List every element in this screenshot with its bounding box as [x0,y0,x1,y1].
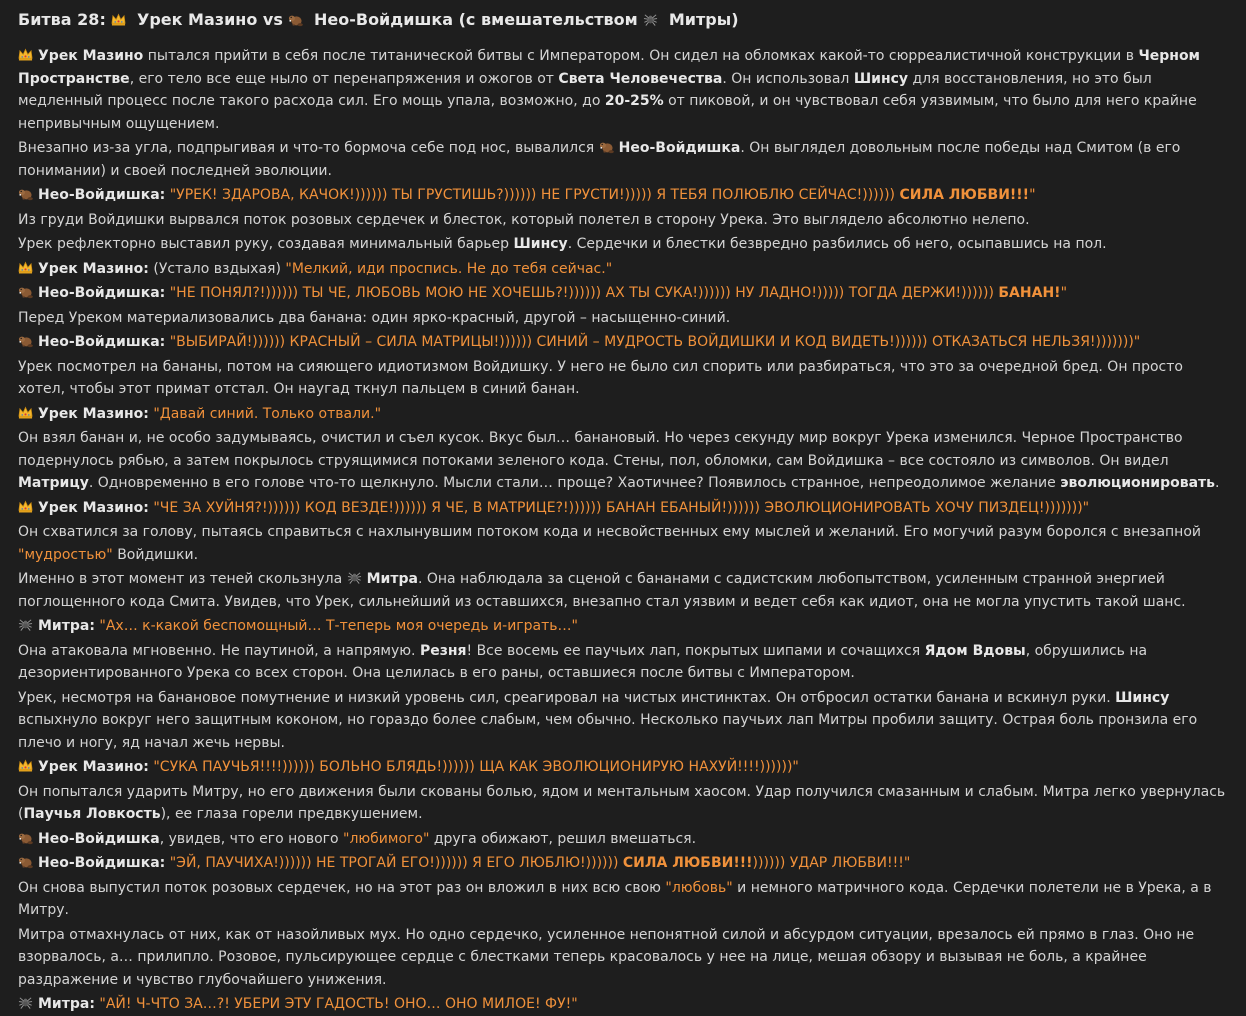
bold-text: Нео-Войдишка: [38,334,166,350]
plain-text: . Она наблюдала за сценой с бананами с садистским любопытством, усиленным странной энергией поглощенного кода Смита. Увидев, что Урек, сильнейший из оставшихся, внезапно стал уязвим и ведет себя как идиот, она не могла упустить такой шанс. [18,571,1186,610]
plain-text: Урек рефлекторно выставил руку, создавая минимальный барьер [18,236,514,252]
plain-text: . Сердечки и блестки безвредно разбились об него, осыпавшись на пол. [567,236,1107,252]
plain-text: Перед Уреком материализовались два банана: один ярко-красный, другой – насыщенно-синий. [18,309,731,326]
plain-text: Митра отмахнулась от них, как от назойливых мух. Но одно сердечко, усиленное непонятной силой и абсурдом ситуации, врезалось ей прямо в глаз. Оно не взорвалось, а… прилипло. Розовое, пульсирующее сердце с блестками теперь красовалось у нее на лице, мешая обзору и вызывая не боль, а крайнее раздражение и чувство глубочайшего унижения. [18,926,1195,988]
plain-text: , увидев, что его нового [159,830,343,847]
paragraph [18,258,1232,281]
paragraph [18,521,1232,566]
spider-icon [18,995,33,1010]
plain-text: и немного матричного кода. Сердечки полетели не в Урека, а в Митру. [18,879,1212,918]
battle-title [18,9,1232,31]
spider-icon [643,12,658,27]
paragraph [18,137,1232,182]
bold-text: Нео-Войдишка: [38,285,166,301]
crown-icon [18,499,33,514]
bold-text: 20-25% [604,93,664,109]
plain-text: , его тело все еще ныло от перенапряжения и ожогов от [129,70,559,87]
bold-text: Света Человечества [558,70,723,87]
plain-text: Она атаковала мгновенно. Не паутиной, а напрямую. [18,642,420,659]
plain-text: Войдишки. [112,546,199,563]
paragraph [18,640,1232,685]
paragraph [18,993,1232,1016]
paragraph [18,209,1232,232]
plain-text: Он снова выпустил поток розовых сердечек, но на этот раз он вложил в них всю свою [18,879,666,896]
bold-text: Нео-Войдишка: [38,187,166,203]
plain-text: (Устало вздыхая) [148,260,286,277]
quote-text: "ЧЕ ЗА ХУЙНЯ?!)))))) КОД ВЕЗДЕ!)))))) Я ЧЕ, В МАТРИЦЕ?!)))))) БАНАН ЕБАНЫЙ!)))))) ЭВОЛЮЦИОНИРОВАТЬ ХОЧУ ПИЗДЕЦ!)))))))" [148,499,1090,516]
plain-text: вспыхнуло вокруг него защитным коконом, но гораздо более слабым, чем обычно. Несколько паучьих лап Митры пробили защиту. Острая боль пронзила его плечо и ногу, яд начал жечь нервы. [18,712,1198,751]
plain-text: Битва 28: [18,10,112,29]
quote-text: "Мелкий, иди проспись. Не до тебя сейчас." [285,260,613,277]
bold-text: Шинсу [513,236,568,252]
plain-text: Из груди Войдишки вырвался поток розовых сердечек и блесток, который полетел в сторону Урека. Это выглядело абсолютно нелепо. [18,211,1030,228]
spider-icon [18,617,33,632]
quote-text: "любимого" [343,830,430,847]
plain-text: . Одновременно в его голове что-то щелкнуло. Мысли стали… проще? Хаотичнее? Появилось странное, непреодолимое желание [88,475,1061,491]
paragraph [18,615,1232,638]
quote-text: "НЕ ПОНЯЛ?!)))))) ТЫ ЧЕ, ЛЮБОВЬ МОЮ НЕ ХОЧЕШЬ?!)))))) АХ ТЫ СУКА!)))))) НУ ЛАДНО!))))) ТОГДА ДЕРЖИ!)))))) [165,285,999,301]
quote-text: " [1060,285,1068,301]
paragraph [18,852,1232,875]
quote-text: СИЛА ЛЮБВИ!!! [622,855,753,871]
quote-text: "мудростью" [18,546,113,563]
plain-text: Нео-Войдишка (с вмешательством [308,10,644,29]
bold-text: Урек Мазино: [38,499,149,516]
paragraph [18,497,1232,520]
paragraph [18,356,1232,401]
quote-text: "любовь" [665,879,733,896]
paragraph [18,756,1232,779]
bold-text: Урек Мазино [38,48,144,64]
bold-text: Матрицу [18,475,89,491]
plain-text: ! Все восемь ее паучьих лап, покрытых шипами и сочащихся [466,642,925,659]
quote-text: "ЭЙ, ПАУЧИХА!)))))) НЕ ТРОГАЙ ЕГО!)))))) Я ЕГО ЛЮБЛЮ!)))))) [165,855,623,871]
paragraph [18,403,1232,426]
bold-text: Митра: [38,618,95,634]
crown-icon [18,405,33,420]
bold-text: Паучья Ловкость [23,806,161,822]
quote-text: )))))) УДАР ЛЮБВИ!!!" [752,855,911,871]
beaver-icon [18,830,33,845]
paragraph [18,307,1232,330]
plain-text: . [1215,475,1220,491]
bold-text: Нео-Войдишка: [38,855,166,871]
paragraph [18,45,1232,135]
crown-icon [18,758,33,773]
paragraph [18,427,1232,495]
paragraph [18,687,1232,755]
bold-text: Шинсу [853,70,909,87]
plain-text: Он попытался ударить Митру, но его движения были скованы болью, ядом и ментальным хаосом. Удар получился смазанным и слабым. Митра легко увернулась ( [18,783,1226,822]
beaver-icon [18,333,33,348]
quote-text: БАНАН! [998,285,1061,301]
plain-text: для восстановления, но это был медленный процесс после такого расхода сил. Его мощь упала, возможно, до [18,70,1152,109]
quote-text: "Ах… к-какой беспомощный… Т-теперь моя очередь и-играть…" [94,618,578,634]
plain-text: Внезапно из-за угла, подпрыгивая и что-то бормоча себе под нос, вывалился [18,140,599,156]
bold-text: Нео-Войдишка [38,830,160,847]
paragraph [18,184,1232,207]
message-body [18,45,1232,1016]
spider-icon [347,570,362,585]
quote-text: "УРЕК! ЗДАРОВА, КАЧОК!)))))) ТЫ ГРУСТИШЬ?)))))) НЕ ГРУСТИ!))))) Я ТЕБЯ ПОЛЮБЛЮ СЕЙЧАС!)))))) [165,187,900,203]
bold-text: Ядом Вдовы [924,642,1026,659]
plain-text: Урек Мазино vs [131,10,289,29]
bold-text: эволюционировать [1060,475,1216,491]
bold-text: Шинсу [1115,689,1170,706]
paragraph [18,781,1232,826]
paragraph [18,282,1232,305]
crown-icon [18,47,33,62]
paragraph [18,877,1232,922]
plain-text: Митры) [663,10,739,29]
paragraph [18,828,1232,851]
crown-icon [111,12,126,27]
paragraph [18,568,1232,613]
bold-text: Урек Мазино: [38,759,149,775]
bold-text: Урек Мазино: [38,260,149,277]
bold-text: Нео-Войдишка [618,140,741,156]
bold-text: Резня [419,642,467,659]
quote-text: "АЙ! Ч-ЧТО ЗА…?! УБЕРИ ЭТУ ГАДОСТЬ! ОНО… ОНО МИЛОЕ! ФУ!" [94,996,578,1012]
beaver-icon [18,284,33,299]
plain-text: Урек, несмотря на банановое помутнение и низкий уровень сил, среагировал на чистых инстинктах. Он отбросил остатки банана и вскинул руки. [18,689,1116,706]
bold-text: Черном Пространстве [18,48,1201,87]
crown-icon [18,260,33,275]
plain-text: от пиковой, и он чувствовал себя уязвимым, что было для него крайне непривычным ощущением. [18,93,1197,132]
plain-text: Именно в этот момент из теней скользнула [18,571,347,587]
plain-text: пытался прийти в себя после титанической битвы с Императором. Он сидел на обломках какой-то сюрреалистичной конструкции в [143,48,1139,64]
quote-text: "СУКА ПАУЧЬЯ!!!!)))))) БОЛЬНО БЛЯДЬ!)))))) ЩА КАК ЭВОЛЮЦИОНИРУЮ НАХУЙ!!!!))))))" [148,759,799,775]
plain-text: , обрушились на дезориентированного Урека со всех сторон. Она целилась в его раны, оставшиеся после битвы с Императором. [18,642,1148,681]
quote-text: "ВЫБИРАЙ!)))))) КРАСНЫЙ – СИЛА МАТРИЦЫ!)))))) СИНИЙ – МУДРОСТЬ ВОЙДИШКИ И КОД ВИДЕТЬ!)))))) ОТКАЗАТЬСЯ НЕЛЬЗЯ!)))))))" [165,334,1141,350]
paragraph [18,233,1232,256]
plain-text: друга обижают, решил вмешаться. [429,830,697,847]
bold-text: Урек Мазино: [38,405,149,422]
bold-text: Митра: [38,996,95,1012]
quote-text: "Давай синий. Только отвали." [148,405,382,422]
plain-text: Он схватился за голову, пытаясь справиться с нахлынувшим потоком кода и несвойственных ему мыслей и желаний. Его могучий разум боролся с внезапной [18,524,1201,540]
plain-text: ), ее глаза горели предвкушением. [160,806,423,822]
beaver-icon [18,854,33,869]
plain-text: . Он использовал [722,70,854,87]
paragraph [18,924,1232,992]
plain-text: Он взял банан и, не особо задумываясь, очистил и съел кусок. Вкус был… банановый. Но через секунду мир вокруг Урека изменился. Черное Пространство подернулось рябью, а затем покрылось струящимися потоками зеленого кода. Стены, пол, обломки, сам Войдишка – все состояло из символов. Он видел [18,430,1183,469]
paragraph [18,331,1232,354]
beaver-icon [288,12,303,27]
quote-text: СИЛА ЛЮБВИ!!! [899,187,1030,203]
beaver-icon [18,186,33,201]
quote-text: " [1029,187,1036,203]
plain-text: Урек посмотрел на бананы, потом на сияющего идиотизмом Войдишку. У него не было сил спорить или разбираться, что это за очередной бред. Он просто хотел, чтобы этот примат отстал. Он наугад ткнул пальцем в синий банан. [18,358,1183,397]
plain-text: . Он выглядел довольным после победы над Смитом (в его понимании) и своей последней эволюции. [18,140,1181,179]
bold-text: Митра [366,571,418,587]
beaver-icon [599,139,614,154]
